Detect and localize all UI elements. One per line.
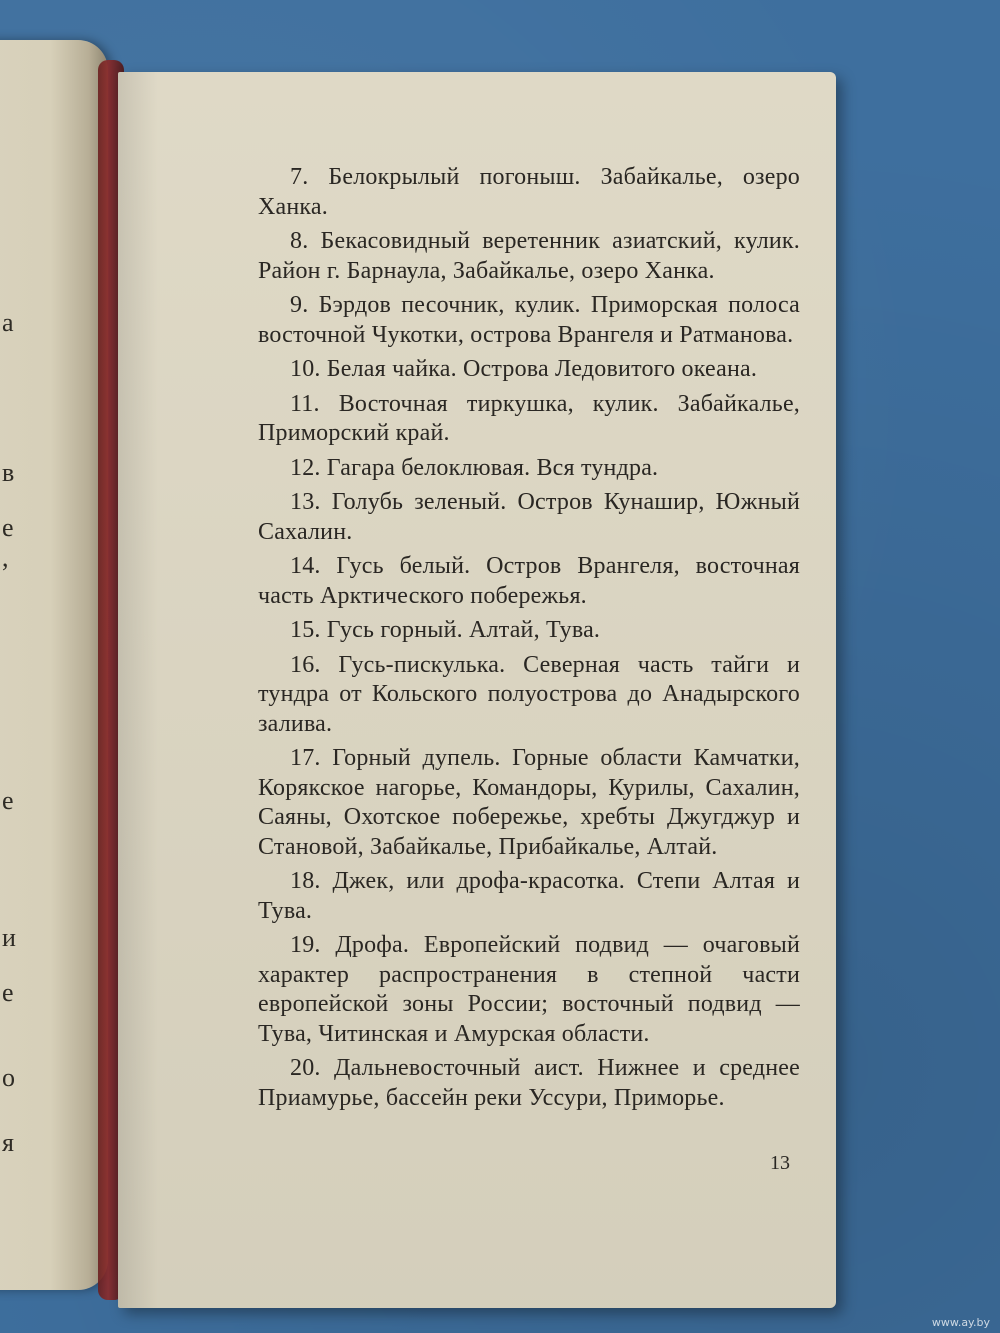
- entry-10: 10. Белая чайка. Острова Ледовитого океана.: [290, 356, 758, 382]
- entry-8: 8. Бекасовидный веретенник азиатский, кулик. Район г. Барнаула, Забайкалье, озеро Ханка.: [258, 228, 800, 284]
- entry-16: 16. Гусь-пискулька. Северная часть тайги и тундра от Кольского полуострова до Анадырского залива.: [258, 651, 800, 737]
- species-list: [258, 163, 800, 1118]
- left-margin-char: я: [2, 1128, 14, 1157]
- page-number: 13: [770, 1152, 790, 1174]
- left-margin-char: а: [2, 308, 14, 337]
- entry-15: 15. Гусь горный. Алтай, Тува.: [290, 617, 601, 643]
- entry-19: 19. Дрофа. Европейский подвид — очаговый характер распространения в степной части европейской зоны России; восточный подвид — Тува, Читинская и Амурская области.: [258, 932, 800, 1047]
- left-margin-char: е: [2, 786, 14, 815]
- left-margin-char: е: [2, 978, 14, 1007]
- entry-12: 12. Гагара белоклювая. Вся тундра.: [290, 454, 659, 481]
- left-page: [0, 40, 108, 1290]
- entry-9: 9. Бэрдов песочник, кулик. Приморская полоса восточной Чукотки, острова Врангеля и Ратманова.: [258, 292, 800, 348]
- entry-14: 14. Гусь белый. Остров Врангеля, восточная часть Арктического побережья.: [258, 553, 800, 609]
- left-margin-char: о: [2, 1063, 15, 1092]
- entry-17: 17. Горный дупель. Горные области Камчатки, Корякское нагорье, Командоры, Курилы, Сахалин, Саяны, Охотское побережье, хребты Джугджур и Становой, Забайкалье, Прибайкалье, Алтай.: [258, 745, 800, 860]
- watermark: www.ay.by: [931, 1316, 990, 1329]
- entry-20: 20. Дальневосточный аист. Нижнее и среднее Приамурье, бассейн реки Уссури, Приморье.: [258, 1055, 800, 1111]
- entry-18: 18. Джек, или дрофа-красотка. Степи Алтая и Тува.: [258, 868, 800, 924]
- left-margin-char: е: [2, 513, 14, 542]
- entry-7: 7. Белокрылый погоныш. Забайкалье, озеро Ханка.: [258, 164, 800, 220]
- entry-13: 13. Голубь зеленый. Остров Кунашир, Южный Сахалин.: [258, 489, 800, 545]
- left-margin-char: ,: [2, 543, 9, 572]
- entry-11: 11. Восточная тиркушка, кулик. Забайкалье, Приморский край.: [258, 390, 800, 446]
- left-margin-char: и: [2, 923, 16, 952]
- left-margin-char: в: [2, 458, 15, 487]
